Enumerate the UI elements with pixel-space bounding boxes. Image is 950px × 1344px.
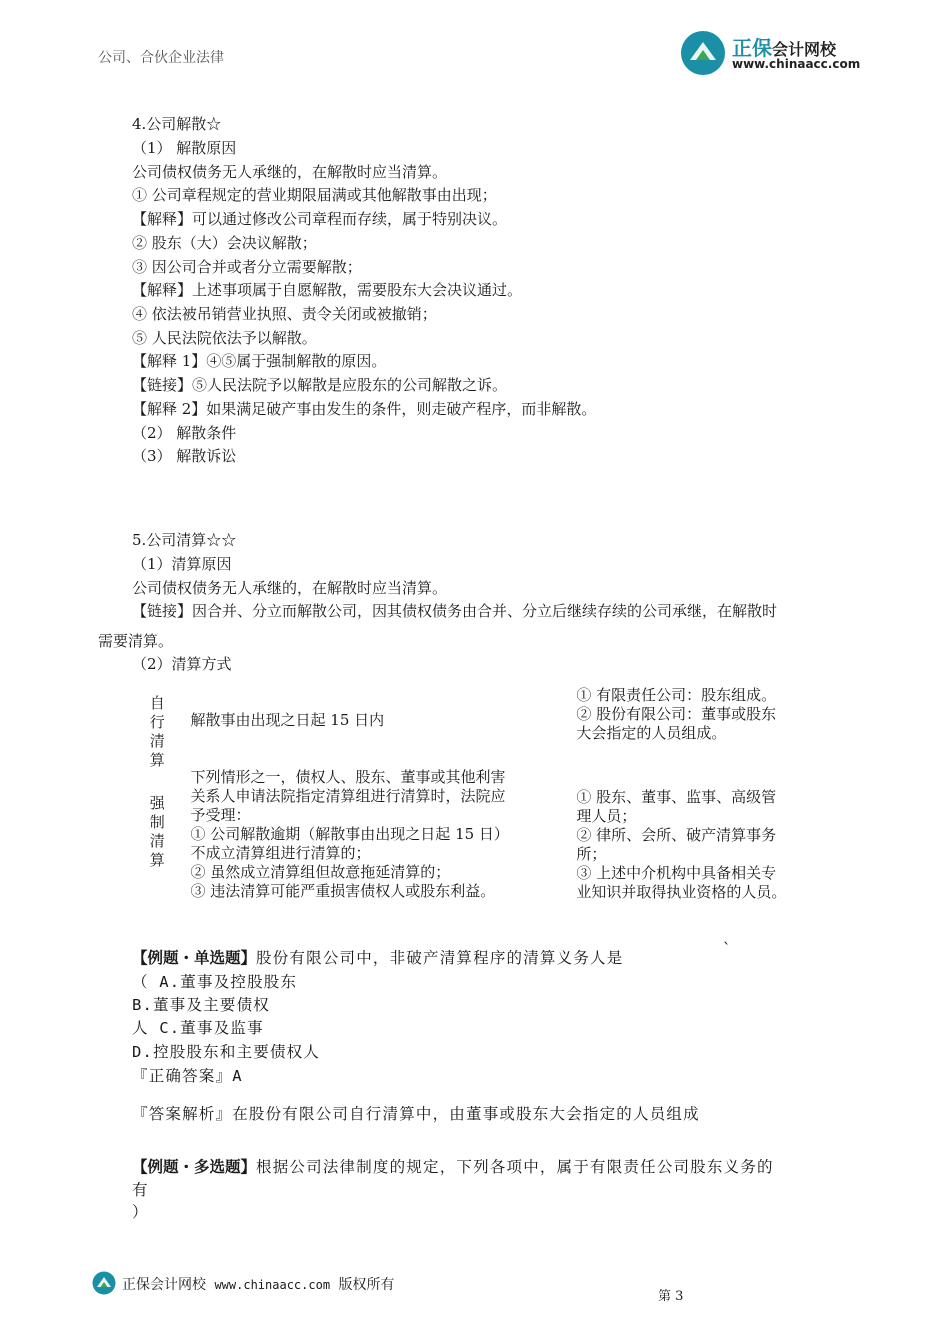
brand-logo xyxy=(680,30,860,78)
section5-title: 5.公司清算☆☆ xyxy=(132,531,237,549)
footer xyxy=(92,1270,852,1304)
example1-option: D.控股股东和主要债权人 xyxy=(132,1043,321,1061)
example2-question-cont: 有 xyxy=(132,1181,149,1199)
footer-logo-icon xyxy=(92,1271,116,1295)
section4-line: （2） 解散条件 xyxy=(132,424,237,442)
footer-url: www.chinaacc.com xyxy=(214,1278,331,1292)
example1-answer: 『正确答案』A xyxy=(132,1067,243,1085)
section4-title: 4.公司解散☆ xyxy=(132,115,222,133)
section4-line: （3） 解散诉讼 xyxy=(132,447,237,465)
brand-logo-icon xyxy=(680,30,726,76)
section5-link-line: 【链接】因合并、分立而解散公司，因其债权债务由合并、分立后继续存续的公司承继，在解散时 xyxy=(132,602,778,620)
section4-line: 【解释 2】如果满足破产事由发生的条件，则走破产程序，而非解散。 xyxy=(132,400,597,418)
example1-analysis: 『答案解析』在股份有限公司自行清算中，由董事或股东大会指定的人员组成 xyxy=(132,1105,700,1123)
liquidation-condition: 解散事由出现之日起 15 日内 xyxy=(190,710,385,729)
liquidation-members: ① 有限责任公司：股东组成。 ② 股份有限公司：董事或股东 大会指定的人员组成。 xyxy=(576,686,777,742)
example2-question: 【例题・多选题】根据公司法律制度的规定，下列各项中，属于有限责任公司股东义务的 xyxy=(132,1158,774,1176)
section4-line: ④ 依法被吊销营业执照、责令关闭或被撤销； xyxy=(132,305,437,323)
brand-url: www.chinaacc.com xyxy=(732,57,861,71)
section4-line: ⑤ 人民法院依法予以解散。 xyxy=(132,329,317,347)
footer-page-number: 第 3 xyxy=(658,1289,684,1304)
example1-tag: 【例题・单选题】 xyxy=(132,949,257,967)
example1-option: 人 C.董事及监事 xyxy=(132,1019,264,1037)
example1-mark: ` xyxy=(722,940,733,958)
section5-method-line: （2）清算方式 xyxy=(132,655,232,673)
liquidation-type: 强制清算 xyxy=(149,794,165,869)
section4-line: （1） 解散原因 xyxy=(132,139,237,157)
section4-line: 【解释】可以通过修改公司章程而存续，属于特别决议。 xyxy=(132,210,508,228)
example1-option: B.董事及主要债权 xyxy=(132,996,270,1014)
section4-line: 公司债权债务无人承继的，在解散时应当清算。 xyxy=(132,163,448,181)
section4-line: 【解释】上述事项属于自愿解散，需要股东大会决议通过。 xyxy=(132,281,523,299)
section5-line: 公司债权债务无人承继的，在解散时应当清算。 xyxy=(132,579,448,597)
liquidation-table xyxy=(130,682,835,906)
section4-line: 【链接】⑤人民法院予以解散是应股东的公司解散之诉。 xyxy=(132,376,508,394)
table-row xyxy=(130,758,835,906)
table-row xyxy=(130,682,835,758)
footer-rights: 版权所有 xyxy=(338,1277,395,1293)
section5-link-line2: 需要清算。 xyxy=(98,632,174,650)
liquidation-type: 自行清算 xyxy=(149,694,165,769)
brand-name: 正保 xyxy=(732,36,772,60)
example2-mark: ） xyxy=(132,1203,149,1221)
liquidation-members: ① 股东、董事、监事、高级管 理人员； ② 律所、会所、破产清算事务 所； ③ 上述中介机构中具备相关专 业知识并取得执业资格的人员。 xyxy=(576,788,787,901)
section5-line: （1）清算原因 xyxy=(132,555,232,573)
example1-option: （ A.董事及控股股东 xyxy=(132,973,298,991)
example2-tag: 【例题・多选题】 xyxy=(132,1158,257,1176)
section4-line: ③ 因公司合并或者分立需要解散； xyxy=(132,258,362,276)
liquidation-condition: 下列情形之一，债权人、股东、董事或其他利害 关系人申请法院指定清算组进行清算时，法院应 予受理： ① 公司解散逾期（解散事由出现之日起 15 日） 不成立清算组进行清算的； ② 虽然成立清算组但故意拖延清算的； ③ 违法清算可能严重损害债权人或股东利益。 xyxy=(190,767,509,900)
section4-line: ② 股东（大）会决议解散； xyxy=(132,234,317,252)
section4-line: ① 公司章程规定的营业期限届满或其他解散事由出现； xyxy=(132,186,497,204)
example1-question: 【例题・单选题】股份有限公司中，非破产清算程序的清算义务人是 xyxy=(132,949,624,967)
section4-line: 【解释 1】④⑤属于强制解散的原因。 xyxy=(132,352,387,370)
brand-sub: 会计网校 xyxy=(772,40,837,59)
header-cut-text: 公司、合伙企业法律 xyxy=(98,50,224,66)
footer-brand: 正保会计网校 xyxy=(122,1277,206,1293)
